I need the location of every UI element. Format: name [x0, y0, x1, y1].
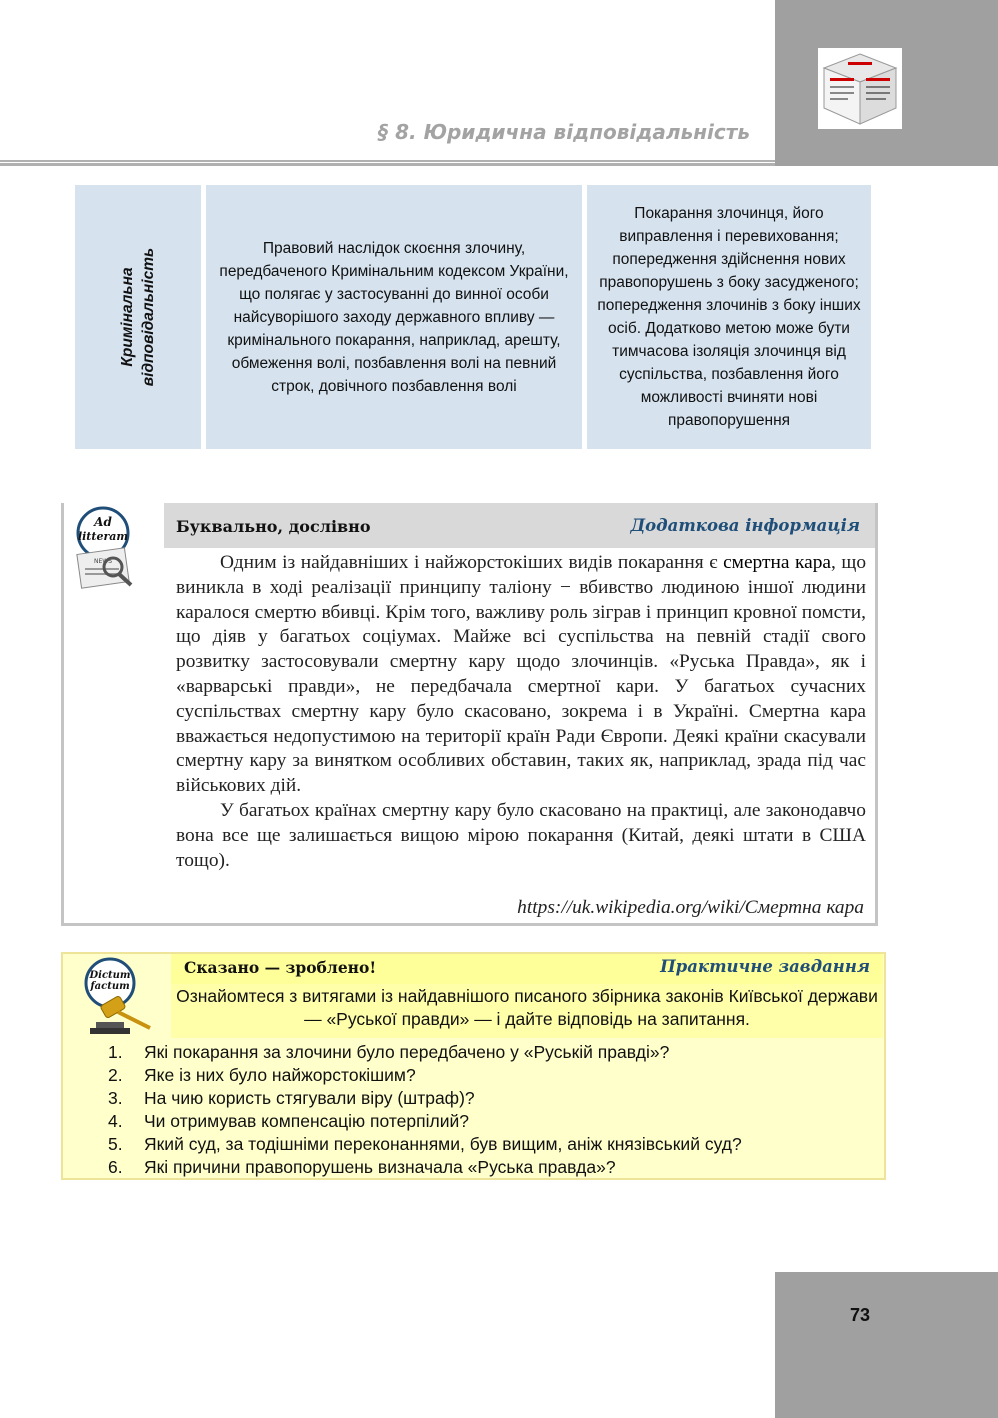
ad-litteram-paragraph-1 — [176, 551, 866, 799]
question-text: Який суд, за тодішніми переконаннями, був вищим, аніж князівський суд? — [144, 1134, 742, 1154]
newspaper-magnifier-icon — [73, 505, 143, 590]
definition-table — [75, 185, 871, 449]
question-text: Які покарання за злочини було передбачено у «Руській правді»? — [144, 1042, 670, 1062]
term-line-1: Кримінальна — [119, 267, 136, 367]
section-title: § 8. Юридична відповідальність — [378, 120, 750, 144]
definition-text: Правовий наслідок скоєння злочину, передбаченого Кримінальним кодексом України, що полягає у застосуванні до винної особи найсуворішого заходу державного впливу — кримінального покарання, наприклад, арешту, обмеження волі, позбавлення волі на певний строк, довічного позбавлення волі — [219, 239, 569, 395]
newspaper-cube-image — [818, 48, 902, 129]
page-number: 73 — [850, 1305, 871, 1325]
question-number: 3. — [108, 1088, 123, 1108]
p1-start: Одним із найдавніших і найжорстокіших видів покарання є — [220, 552, 724, 573]
df-icon-label-2: factum — [90, 981, 130, 992]
header-rule — [0, 160, 775, 166]
question-number: 1. — [108, 1042, 123, 1062]
dictum-factum-category: Практичне завдання — [660, 957, 870, 976]
dictum-factum-intro: Ознайомтеся з витягами із найдавнішого писаного збірника законів Київської держави — «Руської правди» — і дайте відповідь на запитання. — [176, 986, 878, 1029]
question-number: 4. — [108, 1111, 123, 1131]
ad-litteram-category: Додаткова інформація — [630, 516, 860, 535]
ad-icon-label-1: Ad — [94, 515, 112, 529]
list-item — [108, 1156, 878, 1179]
goal-cell — [587, 185, 871, 449]
question-text: Яке із них було найжорстокішим? — [144, 1065, 416, 1085]
footer-gray-tab — [775, 1272, 998, 1418]
term-line-2: відповідальність — [140, 247, 157, 387]
list-item — [108, 1064, 878, 1087]
question-number: 5. — [108, 1134, 123, 1154]
ad-icon-label-3: NEWS — [93, 558, 113, 565]
list-item — [108, 1087, 878, 1110]
ad-icon-label-2: litteram — [77, 530, 129, 543]
ad-litteram-heading: Буквально, дослівно — [176, 517, 371, 536]
df-icon-label-1: Dictum — [89, 970, 131, 981]
term-label — [117, 197, 159, 437]
list-item — [108, 1041, 878, 1064]
question-number: 2. — [108, 1065, 123, 1085]
question-text: Які причини правопорушень визначала «Руська правда»? — [144, 1157, 616, 1177]
dictum-factum-heading: Сказано — зроблено! — [184, 958, 377, 977]
question-number: 6. — [108, 1157, 123, 1177]
gavel-icon — [82, 956, 162, 1040]
ad-litteram-text — [176, 551, 866, 873]
p1-rest: , що виникла в ході реалізації принципу таліону − вбивство людиною іншої людини каралося смертю вбивці. Крім того, важливу роль зіграв і принцип кровної помсти, що діяв у багатьох соціумах. Майже всі суспільства на певній стадії свого розвитку застосовували смертну кару щодо злочинців. «Руська Правда», як і «варварські правди», не передбачала смертної кари. У багатьох сучасних суспільствах смертну кару було скасовано, зокрема і в Україні. Смертна кара вважається недопустимою на території країн Ради Європи. Деякі країни скасували смертну кару за винятком особливих обставин, таких як, наприклад, зрада під час військових дій. — [176, 552, 867, 797]
question-text: Чи отримував компенсацію потерпілий? — [144, 1111, 469, 1131]
goal-text: Покарання злочинця, його виправлення і перевиховання; попередження здійснення нових правопорушень з боку засудженого; попередження злочинів з боку інших осіб. Додатково метою може бути тимчасова ізоляція злочинця від суспільства, позбавлення його можливості вчиняти нові правопорушення — [597, 205, 861, 429]
ad-litteram-source: https://uk.wikipedia.org/wiki/Смертна кара — [517, 897, 864, 918]
definition-cell — [206, 185, 582, 449]
ad-litteram-paragraph-2: У багатьох країнах смертну кару було скасовано на практиці, але законодавчо вона все ще залишається вищою мірою покарання (Китай, деякі штати в США тощо). — [176, 799, 866, 871]
questions-list — [108, 1041, 878, 1179]
list-item — [108, 1133, 878, 1156]
term-cell — [75, 185, 201, 449]
question-text: На чию користь стягували віру (штраф)? — [144, 1088, 475, 1108]
p1-term: смертна кара — [723, 552, 832, 573]
list-item — [108, 1110, 878, 1133]
